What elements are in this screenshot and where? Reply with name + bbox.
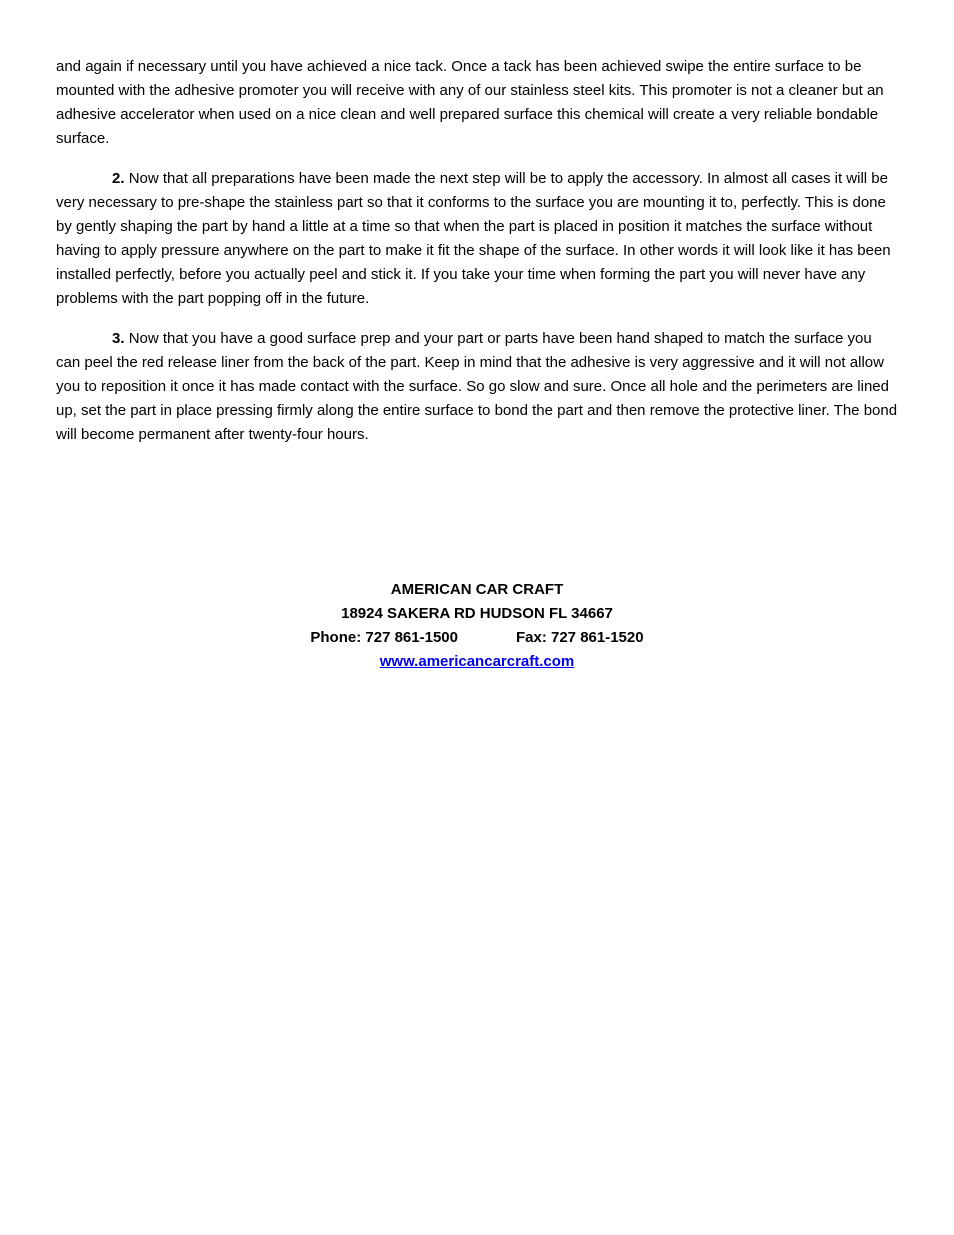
website-line	[0, 650, 954, 674]
website-link[interactable]: www.americancarcraft.com	[379, 653, 575, 670]
step-3-paragraph	[56, 327, 899, 447]
paragraph-continuation: and again if necessary until you have achieved a nice tack. Once a tack has been achieved swipe the entire surface to be mounted with the adhesive promoter you will receive with any of our stainless steel kits. This promoter is not a cleaner but an adhesive accelerator when used on a nice clean and well prepared surface this chemical will create a very reliable bondable surface.	[56, 58, 884, 147]
step-3-text: Now that you have a good surface prep and your part or parts have been hand shaped to match the surface you can peel the red release liner from the back of the part. Keep in mind that the adhesive is very aggressive and it will not allow you to reposition it once it has made contact with the surface. So go slow and sure. Once all hole and the perimeters are lined up, set the part in place pressing firmly along the entire surface to bond the part and then remove the protective liner. The bond will become permanent after twenty-four hours.	[56, 330, 898, 443]
step-3-number: 3.	[112, 330, 125, 347]
phone-number: Phone: 727 861-1500	[310, 629, 458, 646]
step-2-paragraph	[56, 167, 899, 311]
step-2-number: 2.	[112, 170, 125, 187]
contact-block	[0, 578, 954, 674]
company-name: AMERICAN CAR CRAFT	[390, 581, 564, 598]
fax-number: Fax: 727 861-1520	[515, 629, 644, 646]
phone-fax-line	[0, 626, 954, 650]
document-body	[56, 55, 899, 463]
step-2-text: Now that all preparations have been made the next step will be to apply the accessory. In almost all cases it will be very necessary to pre-shape the stainless part so that it conforms to the surface you are mounting it to, perfectly. This is done by gently shaping the part by hand a little at a time so that when the part is placed in position it matches the surface without having to apply pressure anywhere on the part to make it fit the shape of the surface. In other words it will look like it has been installed perfectly, before you actually peel and stick it. If you take your time when forming the part you will never have any problems with the part popping off in the future.	[56, 170, 891, 307]
company-address: 18924 SAKERA RD HUDSON FL 34667	[341, 605, 613, 622]
